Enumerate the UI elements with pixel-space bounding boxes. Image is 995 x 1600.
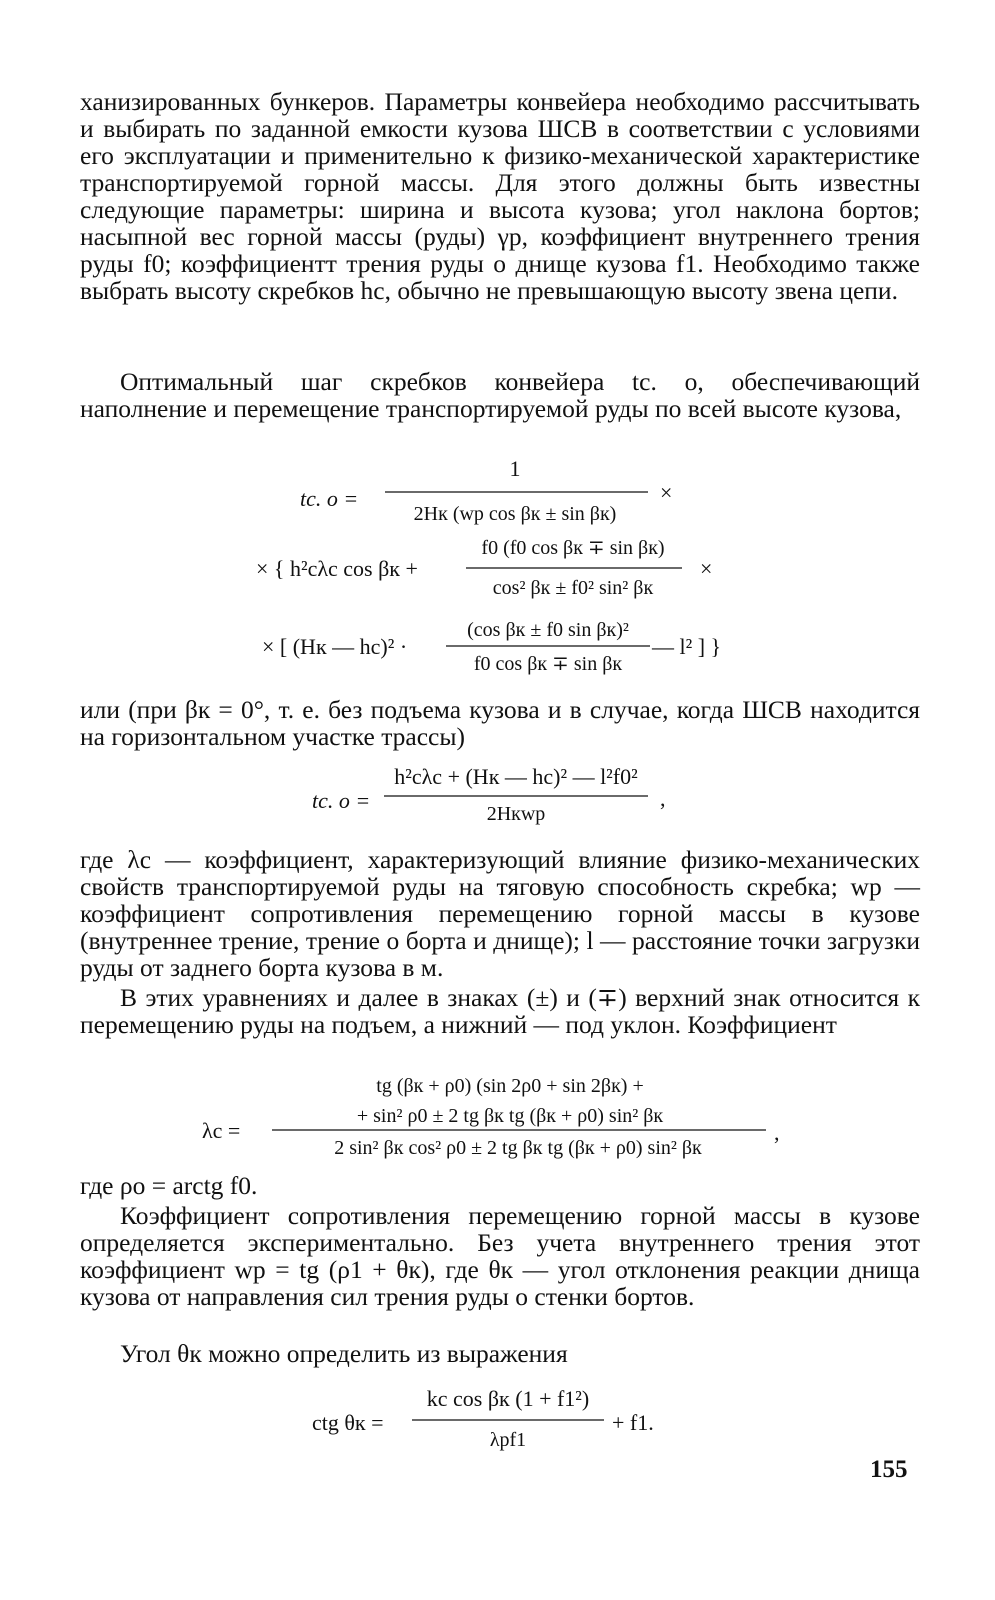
- formula-pitch-denominator: 2Hк (wр cos βк ± sin βк): [413, 503, 617, 525]
- formula-lambda-lhs: λс =: [202, 1118, 241, 1143]
- formula-lambda-numerator-line1: tg (βк + ρ0) (sin 2ρ0 + sin 2βк) +: [376, 1075, 644, 1097]
- page-number: 155: [870, 1456, 908, 1483]
- formula-lambda: [0, 1068, 995, 1168]
- formula-pitch-row2-denominator: cos² βк ± f0² sin² βк: [492, 577, 654, 599]
- formula-horizontal-comma: ,: [660, 786, 666, 811]
- formula-horizontal-numerator: h²сλс + (Hк — hс)² — l²f0²: [394, 764, 638, 789]
- paragraph-horizontal-case: или (при βк = 0°, т. е. без подъема кузова и в случае, когда ШСВ находится на горизонтальном участке трассы): [80, 695, 920, 751]
- paragraph-coefficients: где λс — коэффициент, характеризующий влияние физико-механических свойств транспортируемой руды на тяговую способность скребка; wр — коэффициент сопротивления перемещению горной массы в кузове (внутреннее трение, трение о борта и днище); l — расстояние точки загрузки руды от заднего борта кузова в м.: [80, 845, 920, 982]
- paragraph-angle: Угол θк можно определить из выражения: [120, 1339, 568, 1368]
- paragraph-bunker-parameters: ханизированных бункеров. Параметры конвейера необходимо рассчитывать и выбирать по заданной емкости кузова ШСВ в соответствии с условиями его эксплуатации и применительно к физико-механической характеристике транспортируемой горной массы. Для этого должны быть известны следующие параметры: ширина и высота кузова; угол наклона бортов; насыпной вес горной массы (руды) γр, коэффициент внутреннего трения руды f0; коэффициентт трения руды о днище кузова f1. Необходимо также выбрать высоту скребков hс, обычно не превышающую высоту звена цепи.: [80, 87, 920, 305]
- formula-lambda-comma: ,: [774, 1120, 780, 1145]
- paragraph-rho: где ρо = arctg f0.: [80, 1171, 258, 1200]
- formula-pitch-lhs: tс. о =: [300, 486, 359, 511]
- formula-ctg-lhs: ctg θк =: [312, 1410, 384, 1435]
- formula-pitch-row3-numerator: (cos βк ± f0 sin βк)²: [467, 619, 629, 641]
- formula-lambda-numerator-line2: + sin² ρ0 ± 2 tg βк tg (βк + ρ0) sin² βк: [356, 1105, 664, 1127]
- formula-ctg-numerator: kс cos βк (1 + f1²): [426, 1386, 590, 1411]
- formula-ctg-theta: [0, 1378, 995, 1468]
- formula-lambda-denominator: 2 sin² βк cos² ρ0 ± 2 tg βк tg (βк + ρ0) sin² βк: [334, 1137, 702, 1159]
- paragraph-resistance: Коэффициент сопротивления перемещению горной массы в кузове определяется экспериментально. Без учета внутреннего трения этот коэффициент wр = tg (ρ1 + θк), где θк — угол отклонения реакции днища кузова от направления сил трения руды о стенки бортов.: [80, 1201, 920, 1311]
- formula-ctg-tail: + f1.: [612, 1410, 654, 1435]
- formula-pitch-numerator: 1: [509, 456, 521, 481]
- formula-pitch-times: ×: [660, 480, 673, 505]
- formula-horizontal-lhs: tс. о =: [312, 788, 371, 813]
- formula-pitch-row2-numerator: f0 (f0 cos βк ∓ sin βк): [481, 537, 665, 559]
- formula-pitch-row3-tail: — l² ] }: [652, 634, 722, 659]
- formula-ctg-denominator: λрf1: [489, 1429, 527, 1451]
- paragraph-signs: В этих уравнениях и далее в знаках (±) и (∓) верхний знак относится к перемещению руды на подъем, а нижний — под уклон. Коэффициент: [80, 983, 920, 1039]
- paragraph-optimal-pitch: Оптимальный шаг скребков конвейера tс. о, обеспечивающий наполнение и перемещение транспортируемой руды по всей высоте кузова,: [80, 367, 920, 423]
- formula-pitch-row2-times: ×: [700, 556, 713, 581]
- formula-horizontal-denominator: 2Hкwр: [486, 803, 546, 825]
- formula-pitch-row3-lead: × [ (Hк — hс)² ·: [262, 634, 408, 659]
- formula-pitch-row3-denominator: f0 cos βк ∓ sin βк: [473, 653, 623, 675]
- formula-pitch-horizontal: [0, 760, 995, 840]
- formula-pitch-row2-lead: × { h²сλс cos βк +: [256, 556, 418, 581]
- formula-pitch-general: [0, 448, 995, 688]
